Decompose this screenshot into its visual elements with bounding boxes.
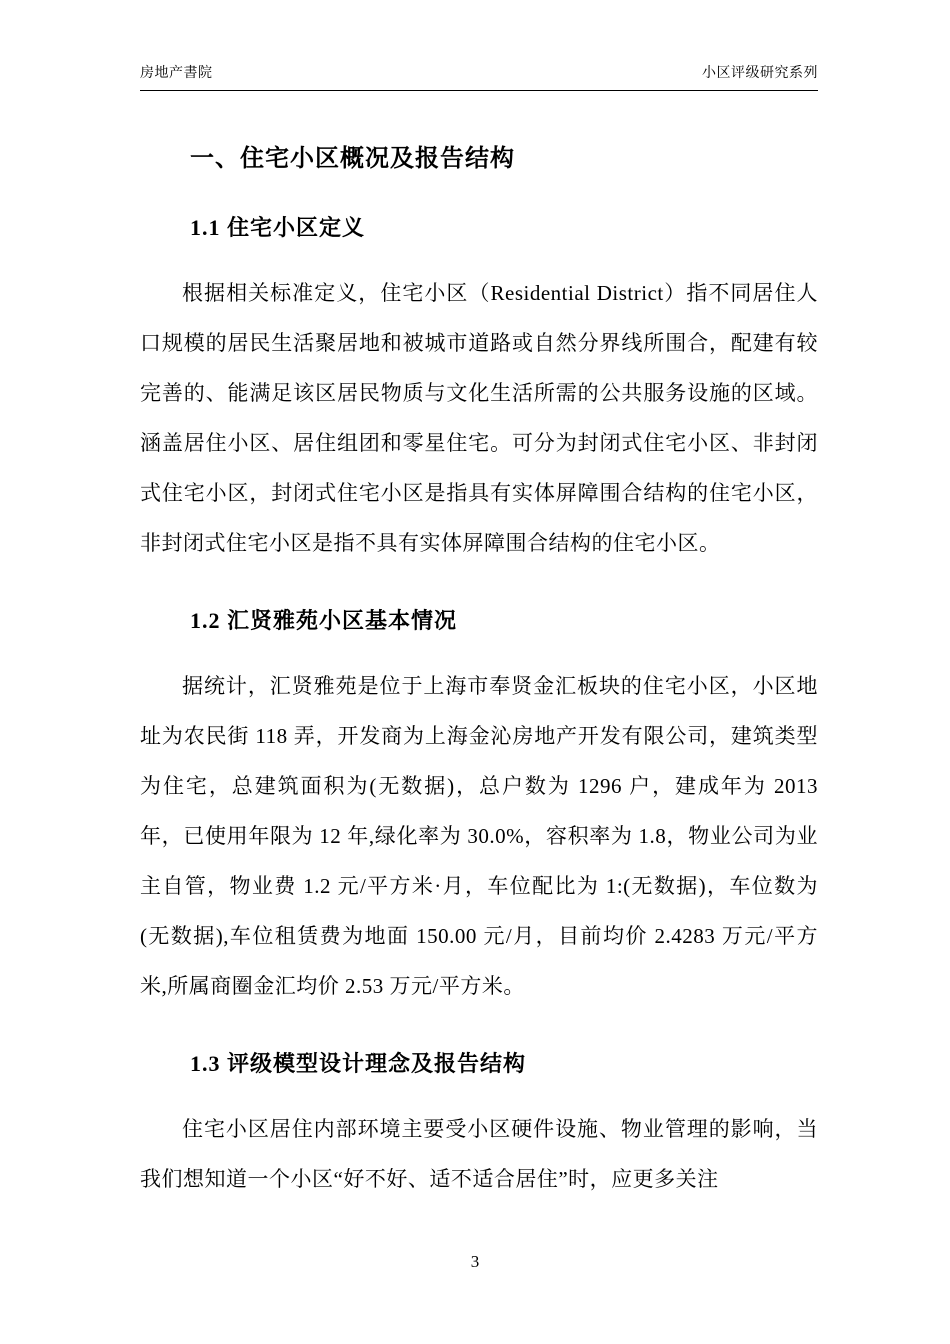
section-heading-overview: 一、住宅小区概况及报告结构: [190, 146, 515, 172]
page-header: [140, 62, 818, 91]
header-left-text: 房地产書院: [140, 66, 213, 81]
paragraph-residential-definition: 根据相关标准定义，住宅小区（Residential District）指不同居住人口规模的居民生活聚居地和被城市道路或自然分界线所围合，配建有较完善的、能满足该区居民物质与文化生活所需的公共服务设施的区域。涵盖居住小区、居住组团和零星住宅。可分为封闭式住宅小区、非封闭式住宅小区，封闭式住宅小区是指具有实体屏障围合结构的住宅小区，非封闭式住宅小区是指不具有实体屏障围合结构的住宅小区。: [140, 281, 818, 555]
section-heading-1-1-definition: 1.1 住宅小区定义: [190, 215, 366, 240]
page-number: 3: [470, 1252, 480, 1271]
page-footer: [0, 1252, 950, 1272]
document-content: [140, 138, 818, 1232]
header-right-text: 小区评级研究系列: [702, 66, 818, 81]
section-heading-1-3-model-design: 1.3 评级模型设计理念及报告结构: [190, 1051, 527, 1076]
section-heading-1-2-basic-info: 1.2 汇贤雅苑小区基本情况: [190, 608, 458, 633]
paragraph-community-basic-info: 据统计，汇贤雅苑是位于上海市奉贤金汇板块的住宅小区，小区地址为农民街 118 弄，开发商为上海金沁房地产开发有限公司，建筑类型为住宅，总建筑面积为(无数据)，总户数为 1296 户，建成年为 2013 年，已使用年限为 12 年,绿化率为 30.0%，容积率为 1.8，物业公司为业主自管，物业费 1.2 元/平方米·月，车位配比为 1:(无数据)，车位数为(无数据),车位租赁费为地面 150.00 元/月，目前均价 2.4283 万元/平方米,所属商圈金汇均价 2.53 万元/平方米。: [140, 674, 818, 998]
paragraph-model-design-intro: 住宅小区居住内部环境主要受小区硬件设施、物业管理的影响，当我们想知道一个小区“好不好、适不适合居住”时，应更多关注: [140, 1117, 818, 1191]
